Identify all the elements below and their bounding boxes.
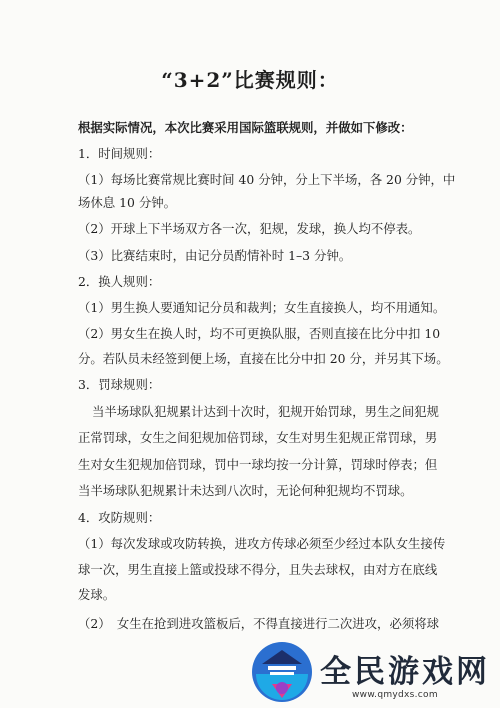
text-line: 分。若队员未经签到便上场，直接在比分中扣 20 分，并另其下场。	[78, 351, 449, 366]
text-line: （1）每次发球或攻防转换，进攻方传球必须至少经过本队女生接传	[78, 536, 446, 551]
text-line: （2） 女生在抢到进攻篮板后，不得直接进行二次进攻，必须将球	[78, 616, 440, 631]
site-url: www.qmydxs.com	[352, 690, 438, 700]
intro-paragraph: 根据实际情况，本次比赛采用国际篮联规则，并做如下修改：	[78, 120, 413, 135]
text-line: （3）比赛结束时，由记分员酌情补时 1–3 分钟。	[78, 248, 352, 263]
text-line: 正常罚球，女生之间犯规加倍罚球，女生对男生犯规正常罚球，男	[78, 430, 438, 445]
text-line: 当半场球队犯规累计未达到八次时，无论何种犯规均不罚球。	[78, 483, 413, 498]
text-line: 生对女生犯规加倍罚球，罚中一球均按一分计算，罚球时停表；但	[78, 457, 438, 472]
text-line: （2）开球上下半场双方各一次，犯规，发球，换人均不停表。	[78, 221, 421, 236]
document-title: “3+2”比赛规则：	[161, 68, 339, 92]
section-heading-offense-defense: 4．攻防规则：	[78, 510, 161, 525]
section-heading-substitution: 2．换人规则：	[78, 274, 161, 289]
section-heading-free-throw: 3．罚球规则：	[78, 377, 161, 392]
text-line: （2）男女生在换人时，均不可更换队服，否则直接在比分中扣 10	[78, 326, 441, 341]
text-line: 球一次，男生直接上篮或投球不得分，且失去球权，由对方在底线	[78, 562, 438, 577]
site-name: 全民游戏网	[320, 654, 490, 690]
text-line: （1）每场比赛常规比赛时间 40 分钟，分上下半场，各 20 分钟，中	[78, 172, 456, 187]
text-line: 场休息 10 分钟。	[78, 195, 176, 210]
site-logo-icon	[250, 640, 314, 704]
site-watermark	[240, 640, 500, 708]
text-line: 当半场球队犯规累计达到十次时，犯规开始罚球，男生之间犯规	[92, 404, 439, 419]
text-line: 发球。	[78, 587, 116, 602]
text-line: （1）男生换人要通知记分员和裁判；女生直接换人，均不用通知。	[78, 300, 446, 315]
section-heading-time: 1．时间规则：	[78, 146, 161, 161]
